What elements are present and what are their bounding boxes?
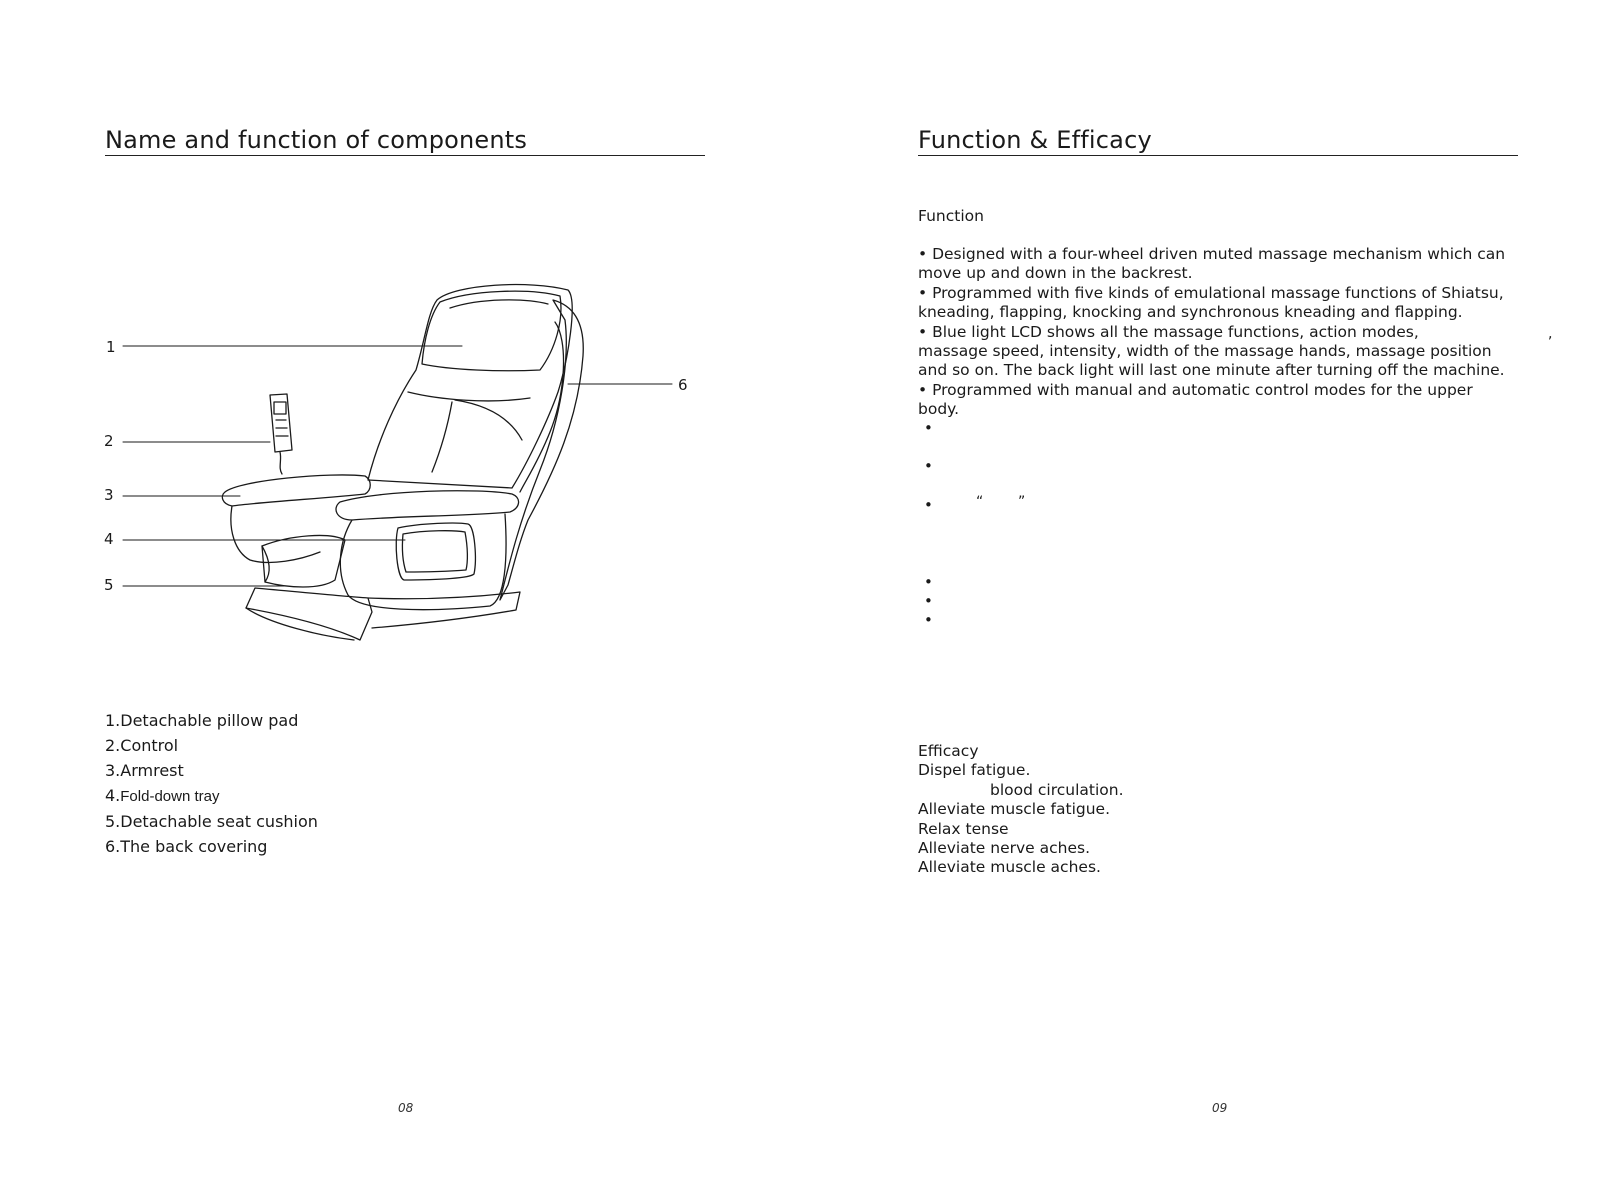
function-line: and so on. The back light will last one minute after turning off the machine. xyxy=(918,361,1505,380)
efficacy-line: Relax tense xyxy=(918,819,1009,838)
efficacy-line: Alleviate muscle fatigue. xyxy=(918,800,1111,819)
pillow-pad-inner xyxy=(450,300,548,308)
efficacy-line: Alleviate muscle aches. xyxy=(918,858,1101,877)
backrest-outline xyxy=(368,285,572,488)
callout-number-2: 2 xyxy=(104,432,114,450)
legend-item: 4.Fold-down tray xyxy=(105,786,220,805)
efficacy-line: Dispel fatigue. xyxy=(918,761,1031,780)
legend-item: 3.Armrest xyxy=(105,761,184,780)
function-line: massage speed, intensity, width of the massage hands, massage position xyxy=(918,342,1492,361)
page-number-right: 09 xyxy=(1212,1101,1228,1115)
empty-bullet: • xyxy=(924,496,933,514)
empty-bullet: • xyxy=(924,457,933,475)
empty-bullet: • xyxy=(924,611,933,629)
page-number-left: 08 xyxy=(398,1101,414,1115)
pillow-pad-outline xyxy=(422,291,561,371)
function-line: • Designed with a four-wheel driven muted massage mechanism which can xyxy=(918,245,1506,263)
left-armrest xyxy=(222,475,370,506)
efficacy-line: blood circulation. xyxy=(990,780,1124,799)
empty-bullet: • xyxy=(924,573,933,591)
function-line: • Programmed with manual and automatic control modes for the upper xyxy=(918,380,1473,399)
title-underline-right xyxy=(918,155,1518,156)
empty-bullet: • xyxy=(924,419,933,437)
efficacy-heading: Efficacy xyxy=(918,742,979,760)
function-line: body. xyxy=(918,400,960,419)
efficacy-section xyxy=(918,742,1124,878)
legend-item: 1.Detachable pillow pad xyxy=(105,711,299,730)
callout-number-4: 4 xyxy=(104,530,114,548)
right-armrest xyxy=(336,491,519,520)
efficacy-line: Alleviate nerve aches. xyxy=(918,839,1091,858)
seat-cushion xyxy=(262,535,345,587)
empty-bullet: • xyxy=(924,592,933,610)
callout-number-1: 1 xyxy=(106,338,116,356)
legend-item: 6.The back covering xyxy=(105,837,268,856)
page-title-function-efficacy: Function & Efficacy xyxy=(918,126,1152,154)
function-line: • Programmed with five kinds of emulational massage functions of Shiatsu, xyxy=(918,283,1504,302)
legend-item: 2.Control xyxy=(105,736,179,755)
function-line: move up and down in the backrest. xyxy=(918,264,1193,283)
page-title-components: Name and function of components xyxy=(105,126,528,154)
callout-number-5: 5 xyxy=(104,576,114,594)
function-line: kneading, flapping, knocking and synchronous kneading and flapping. xyxy=(918,303,1463,322)
component-legend xyxy=(105,708,318,859)
callout-number-3: 3 xyxy=(104,486,114,504)
callout-number-6: 6 xyxy=(678,376,688,394)
remote-control-drawing xyxy=(270,394,292,474)
stray-comma: , xyxy=(1548,326,1553,342)
close-quote: ” xyxy=(1018,494,1026,510)
function-list xyxy=(918,245,1505,420)
callout-leader-lines xyxy=(123,346,672,586)
function-line: • Blue light LCD shows all the massage functions, action modes, xyxy=(918,322,1419,341)
legend-item: 5.Detachable seat cushion xyxy=(105,812,318,831)
open-quote: “ xyxy=(976,494,984,510)
function-heading: Function xyxy=(918,207,984,225)
